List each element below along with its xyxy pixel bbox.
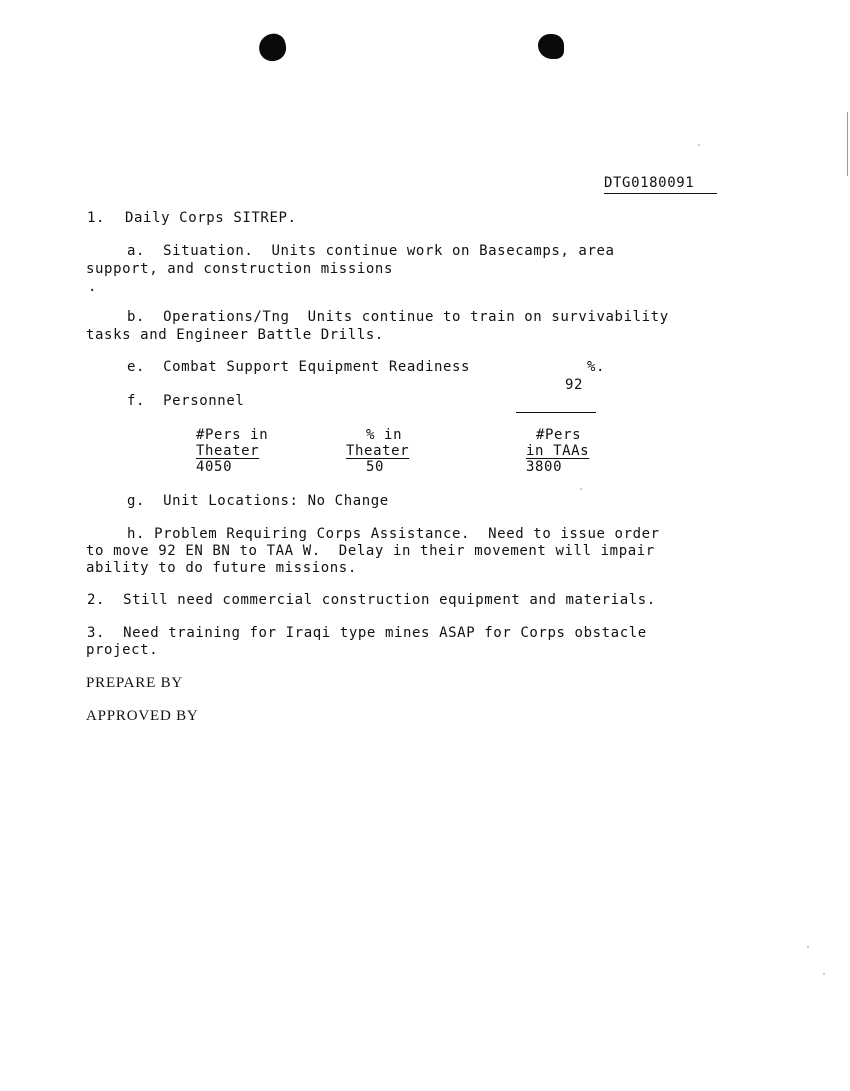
item-2: 2. Still need commercial construction equipment and materials.	[87, 592, 656, 608]
para-h-line-1: h. Problem Requiring Corps Assistance. Need to issue order	[127, 526, 660, 542]
personnel-col-1-header-1: #Pers in	[196, 427, 269, 443]
personnel-col-3-header-2: in TAAs	[526, 443, 590, 459]
item-1-title: Daily Corps SITREP.	[125, 210, 297, 226]
personnel-col-2-header-1: % in	[366, 427, 403, 443]
para-e-label: e. Combat Support Equipment Readiness	[127, 359, 471, 375]
personnel-col-2-value: 50	[366, 459, 385, 475]
scan-speck	[807, 946, 809, 948]
para-h-line-2: to move 92 EN BN to TAA W. Delay in their movement will impair	[86, 543, 655, 559]
scan-edge-mark	[847, 112, 848, 176]
personnel-col-2-header-2: Theater	[346, 443, 410, 459]
para-h-line-3: ability to do future missions.	[86, 560, 357, 576]
readiness-value	[516, 358, 596, 413]
prepared-by-label: PREPARE BY	[86, 675, 184, 691]
dtg-label: DTG0180091	[604, 174, 717, 194]
personnel-col-3-header-1: #Pers	[536, 427, 582, 443]
scan-speck	[823, 973, 825, 975]
para-g: g. Unit Locations: No Change	[127, 493, 389, 509]
scan-speck	[698, 144, 700, 146]
personnel-col-1-header-2: Theater	[196, 443, 260, 459]
para-b-line-2: tasks and Engineer Battle Drills.	[86, 327, 384, 343]
personnel-col-1-value: 4050	[196, 459, 233, 475]
punch-hole-right	[538, 34, 564, 59]
para-f-label: f. Personnel	[127, 393, 245, 409]
item-3-line-2: project.	[86, 642, 159, 658]
punch-hole-left	[256, 31, 288, 63]
readiness-unit: %.	[587, 359, 606, 375]
stray-mark: .	[88, 279, 98, 295]
readiness-number: 92	[565, 377, 584, 393]
para-a-line-2: support, and construction missions	[86, 261, 393, 277]
para-b-line-1: b. Operations/Tng Units continue to train on survivability	[127, 309, 669, 325]
approved-by-label: APPROVED BY	[86, 708, 199, 724]
para-a-line-1: a. Situation. Units continue work on Basecamps, area	[127, 243, 615, 259]
scan-speck	[580, 488, 582, 490]
item-1-number: 1.	[87, 210, 106, 226]
item-3-line-1: 3. Need training for Iraqi type mines ASAP for Corps obstacle	[87, 625, 647, 641]
personnel-col-3-value: 3800	[526, 459, 563, 475]
